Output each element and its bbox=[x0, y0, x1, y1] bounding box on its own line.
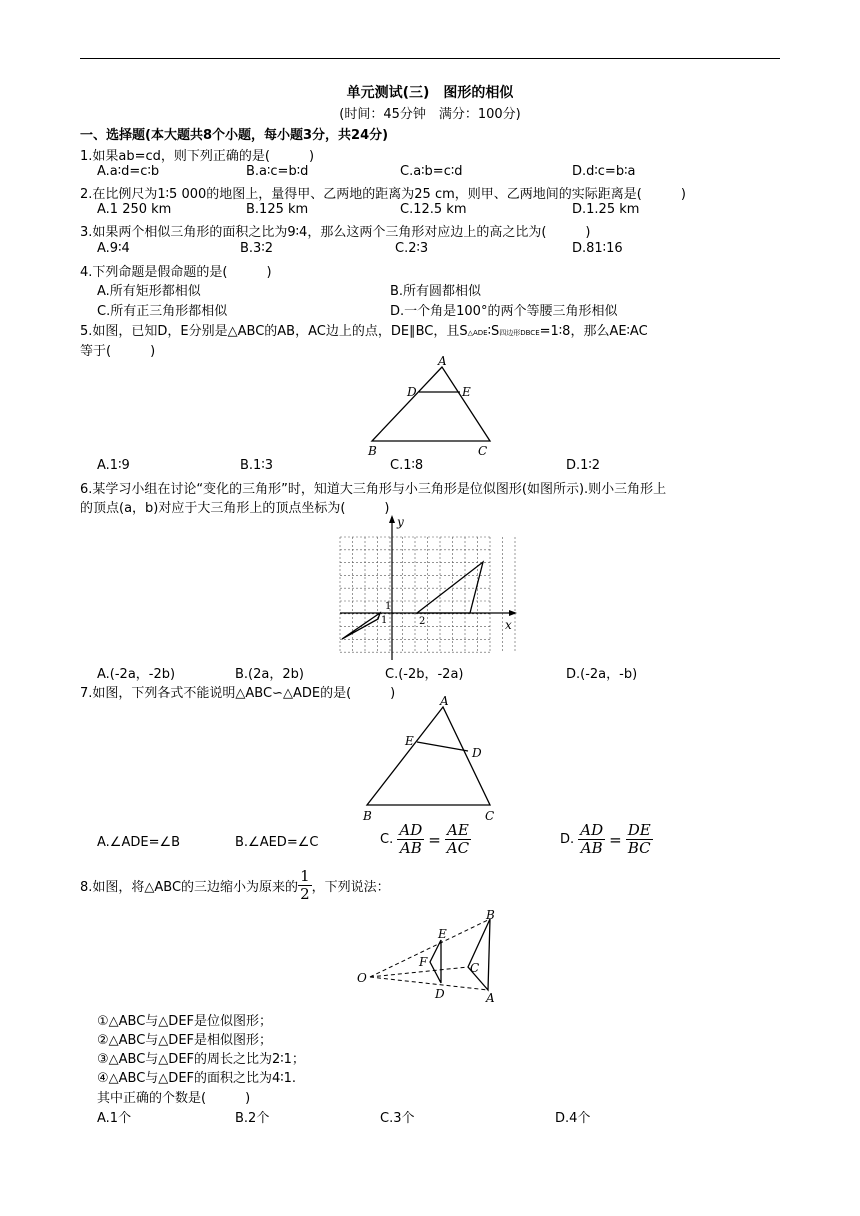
q5-triangle-figure bbox=[360, 352, 500, 460]
q7-label-c: C bbox=[485, 809, 495, 823]
q5-label-c: C bbox=[478, 444, 488, 458]
question-5-stem-cont: 等于( ) bbox=[80, 344, 156, 359]
question-1-stem: 1.如果ab=cd，则下列正确的是( ) bbox=[80, 149, 315, 164]
q6-label-2: 2 bbox=[419, 616, 426, 627]
q2-option-d[interactable]: D.1.25 km bbox=[572, 202, 640, 217]
q7-label-a: A bbox=[440, 695, 449, 708]
q8-statement-4: ④△ABC与△DEF的面积之比为4∶1. bbox=[97, 1071, 297, 1086]
section-heading: 一、选择题(本大题共8个小题，每小题3分，共24分) bbox=[80, 128, 389, 143]
q6-label-1x: 1 bbox=[381, 615, 388, 626]
q2-option-a[interactable]: A.1 250 km bbox=[97, 202, 172, 217]
q8-label-a: A bbox=[486, 991, 495, 1005]
q6-label-y: y bbox=[397, 515, 404, 529]
q3-option-a[interactable]: A.9∶4 bbox=[97, 241, 130, 256]
q8-label-b: B bbox=[486, 908, 495, 922]
q6-coordinate-figure bbox=[335, 512, 520, 662]
q4-option-d[interactable]: D.一个角是100°的两个等腰三角形相似 bbox=[390, 304, 618, 319]
q5-option-a[interactable]: A.1∶9 bbox=[97, 458, 130, 473]
q7-option-c[interactable]: C. $\frac{AD}{AB}$ = $\frac{AE}{AC}$ bbox=[380, 821, 470, 857]
question-2-stem: 2.在比例尺为1∶5 000的地图上，量得甲、乙两地的距离为25 cm，则甲、乙两地间的实际距离是( ) bbox=[80, 187, 686, 202]
q8-ask: 其中正确的个数是( ) bbox=[97, 1091, 251, 1106]
q3-option-d[interactable]: D.81∶16 bbox=[572, 241, 623, 256]
q7d-fraction-left: $\frac{AD}{AB}$ bbox=[580, 821, 604, 857]
q8-option-c[interactable]: C.3个 bbox=[380, 1111, 415, 1126]
q2-option-b[interactable]: B.125 km bbox=[246, 202, 309, 217]
q5-label-d: D bbox=[407, 385, 417, 399]
q8-option-b[interactable]: B.2个 bbox=[235, 1111, 270, 1126]
q7-label-d: D bbox=[472, 746, 482, 760]
q5-option-d[interactable]: D.1∶2 bbox=[566, 458, 601, 473]
q8-statement-3: ③△ABC与△DEF的周长之比为2∶1； bbox=[97, 1052, 305, 1067]
q8-label-f: F bbox=[419, 955, 428, 969]
question-7-stem: 7.如图，下列各式不能说明△ABC∽△ADE的是( ) bbox=[80, 686, 396, 701]
q7-label-e: E bbox=[405, 734, 414, 748]
q7-option-b[interactable]: B.∠AED=∠C bbox=[235, 835, 319, 850]
q5-option-c[interactable]: C.1∶8 bbox=[390, 458, 424, 473]
q8-option-a[interactable]: A.1个 bbox=[97, 1111, 132, 1126]
q6-label-x: x bbox=[505, 618, 512, 632]
q5-label-a: A bbox=[438, 354, 447, 368]
q1-option-a[interactable]: A.a∶d=c∶b bbox=[97, 164, 160, 179]
q8-label-d: D bbox=[435, 987, 445, 1001]
q7d-fraction-right: $\frac{DE}{BC}$ bbox=[627, 821, 651, 857]
page-title: 单元测试(三) 图形的相似 bbox=[346, 85, 514, 101]
q1-option-b[interactable]: B.a∶c=b∶d bbox=[246, 164, 309, 179]
q4-option-b[interactable]: B.所有圆都相似 bbox=[390, 284, 482, 299]
page-subtitle: (时间：45分钟 满分：100分) bbox=[339, 107, 521, 122]
q6-option-a[interactable]: A.(-2a，-2b) bbox=[97, 667, 176, 682]
q1-option-c[interactable]: C.a∶b=c∶d bbox=[400, 164, 463, 179]
q7-option-d[interactable]: D. $\frac{AD}{AB}$ = $\frac{DE}{BC}$ bbox=[560, 821, 651, 857]
question-3-stem: 3.如果两个相似三角形的面积之比为9∶4，那么这两个三角形对应边上的高之比为( ) bbox=[80, 225, 591, 240]
question-5-stem: 5.如图，已知D，E分别是△ABC的AB，AC边上的点，DE∥BC，且S△ADE∶S四边形DBCE=1∶8，那么AE∶AC bbox=[80, 324, 648, 339]
q5-option-b[interactable]: B.1∶3 bbox=[240, 458, 273, 473]
q4-option-c[interactable]: C.所有正三角形都相似 bbox=[97, 304, 228, 319]
q8-homothety-figure bbox=[355, 905, 515, 1007]
q3-option-c[interactable]: C.2∶3 bbox=[395, 241, 429, 256]
q8-statement-1: ①△ABC与△DEF是位似图形； bbox=[97, 1014, 273, 1029]
q5-label-b: B bbox=[368, 444, 377, 458]
q3-option-b[interactable]: B.3∶2 bbox=[240, 241, 273, 256]
q7-label-b: B bbox=[363, 809, 372, 823]
q7c-fraction-left: $\frac{AD}{AB}$ bbox=[399, 821, 423, 857]
q8-option-d[interactable]: D.4个 bbox=[555, 1111, 591, 1126]
q2-option-c[interactable]: C.12.5 km bbox=[400, 202, 467, 217]
q8-label-e: E bbox=[438, 927, 447, 941]
q4-option-a[interactable]: A.所有矩形都相似 bbox=[97, 284, 201, 299]
q8-statement-2: ②△ABC与△DEF是相似图形； bbox=[97, 1033, 273, 1048]
q7c-fraction-right: $\frac{AE}{AC}$ bbox=[446, 821, 470, 857]
q8-label-c: C bbox=[470, 961, 480, 975]
question-6-stem-cont: 的顶点(a，b)对应于大三角形上的顶点坐标为( ) bbox=[80, 501, 390, 516]
q8-label-o: O bbox=[357, 971, 367, 985]
q5-label-e: E bbox=[462, 385, 471, 399]
q8-fraction-half: $\frac{1}{2}$ bbox=[300, 867, 310, 903]
q1-option-d[interactable]: D.d∶c=b∶a bbox=[572, 164, 636, 179]
q7-triangle-figure bbox=[355, 695, 505, 825]
question-8-stem: 8.如图，将△ABC的三边缩小为原来的 $\frac{1}{2}$ ，下列说法： bbox=[80, 867, 390, 903]
question-6-stem: 6.某学习小组在讨论“变化的三角形”时，知道大三角形与小三角形是位似图形(如图所示).则小三角形上 bbox=[80, 482, 667, 497]
q6-option-b[interactable]: B.(2a，2b) bbox=[235, 667, 304, 682]
header-rule bbox=[80, 58, 780, 59]
q7-option-a[interactable]: A.∠ADE=∠B bbox=[97, 835, 181, 850]
question-4-stem: 4.下列命题是假命题的是( ) bbox=[80, 265, 272, 280]
q6-option-d[interactable]: D.(-2a，-b) bbox=[566, 667, 638, 682]
q6-option-c[interactable]: C.(-2b，-2a) bbox=[385, 667, 464, 682]
q6-label-1y: 1 bbox=[385, 601, 392, 612]
